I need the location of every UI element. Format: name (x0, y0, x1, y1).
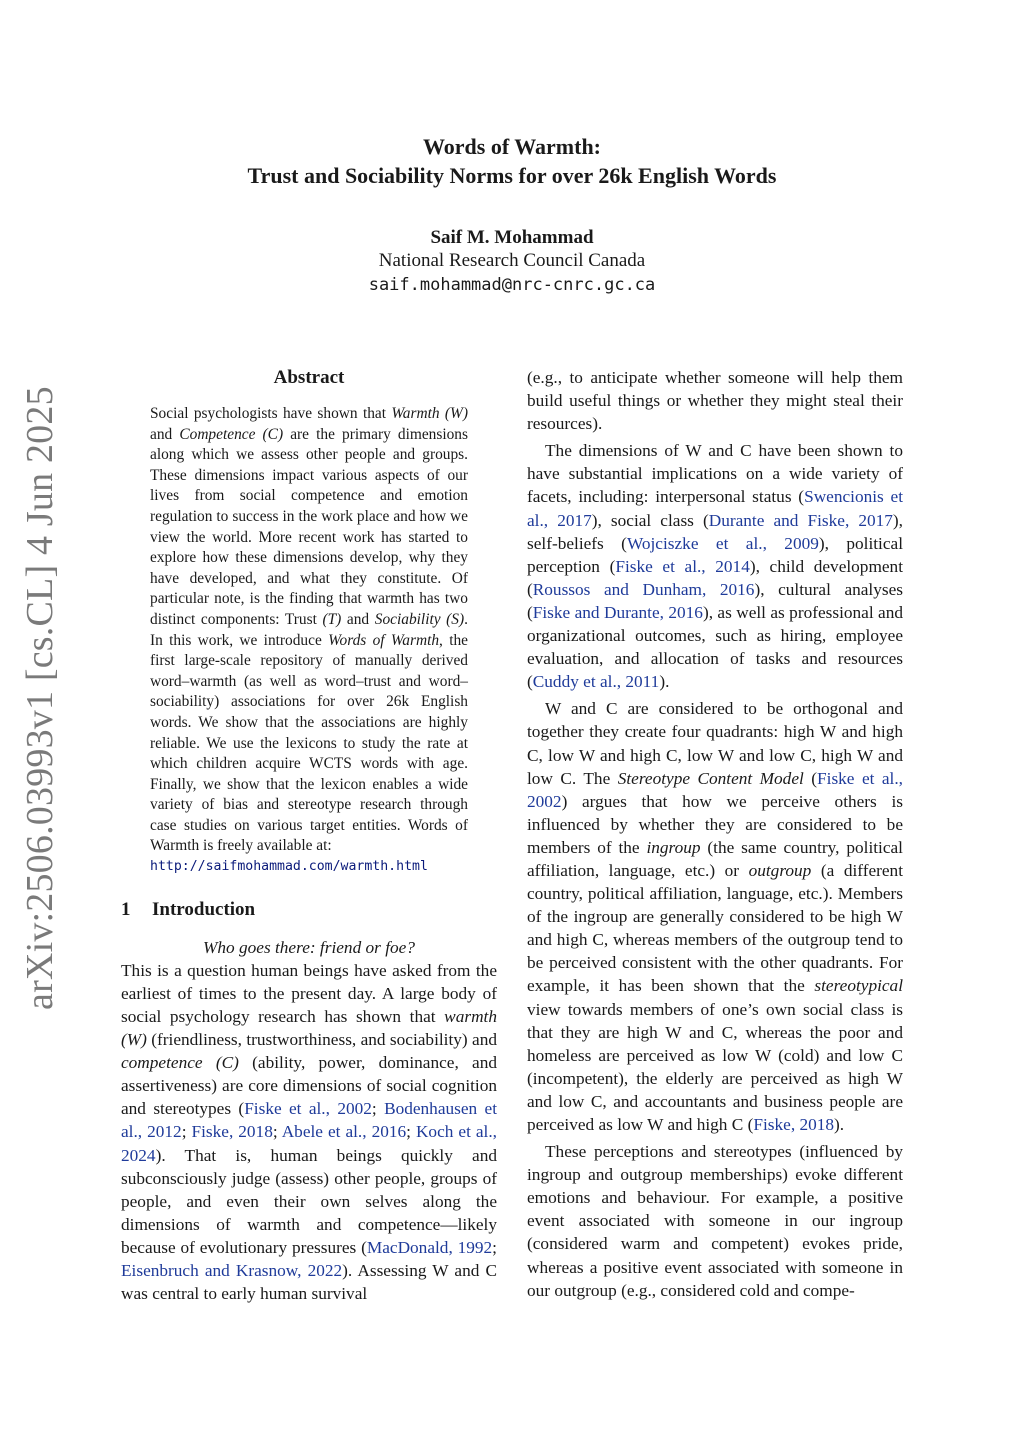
paragraph-text: (the same country, political affiliation, language, etc.) or (527, 837, 903, 880)
term-stereotype-content-model: Stereotype Content Model (617, 768, 804, 788)
paragraph-text: (ability, power, dominance, and assertiveness) are core dimensions of social cognition and stereotypes ( (121, 1053, 497, 1119)
paragraph-text: ), social class ( (591, 510, 709, 530)
abstract-term-words-of-warmth: Words of Warmth (328, 631, 440, 649)
section-title: Introduction (152, 898, 256, 920)
citation-link[interactable]: Fiske, 2018 (753, 1115, 835, 1134)
citation-link[interactable]: Eisenbruch and Krasnow, 2022 (121, 1260, 343, 1280)
abstract-sentence: and (341, 610, 375, 628)
citation-link[interactable]: Wojciszke et al., 2009 (626, 533, 819, 553)
abstract-term-warmth: Warmth (W) (391, 405, 468, 422)
citation-link[interactable]: Fiske et al., 2002 (244, 1099, 372, 1119)
abstract-sentence: are the primary dimensions along which we assess other people and groups. These dimensions impact various aspects of our lives from social competence and emotion regulation to success in the work place and how we view the world. More recent work has started to explore how these dimensions develop, why they have developed, and what they constitute. Of particular note, is the finding that warmth has two distinct components: Trust (150, 425, 468, 628)
citation-separator: ; (371, 1099, 385, 1119)
paragraph-text: This is a question human beings have asked from the earliest of times to the present day. A large body of social psychology research has shown that (121, 960, 497, 1026)
abstract-term-sociability: Sociability (S) (374, 610, 465, 628)
right-paragraph-continued: (e.g., to anticipate whether someone will help them build useful things or whether they might steal their resources). (527, 368, 903, 434)
citation-separator: ; (406, 1122, 416, 1142)
abstract-sentence: Social psychologists have shown that (150, 405, 392, 422)
paper-title-line-2: Trust and Sociability Norms for over 26k English Words (247, 163, 777, 188)
right-paragraph-4: These perceptions and stereotypes (influenced by ingroup and outgroup memberships) evoke different emotions and behaviour. For example, a positive event associated with someone in our ingroup (considered warm and competent) evokes pride, whereas a positive event associated with someone in our outgroup (e.g., considered cold and compe- (527, 1142, 903, 1300)
citation-link[interactable]: Swencionis et al., 2017 (527, 487, 903, 530)
paragraph-text: ), child development ( (527, 556, 904, 599)
arxiv-identifier: arXiv:2506.03993v1 [cs.CL] 4 Jun 2025 (19, 386, 61, 1010)
citation-link[interactable]: Fiske et al., 2002 (527, 768, 903, 811)
author-affiliation: National Research Council Canada (378, 250, 646, 271)
term-ingroup: ingroup (646, 837, 701, 857)
right-column (527, 366, 903, 1302)
citation-link[interactable]: Cuddy et al., 2011 (532, 672, 660, 692)
paragraph-text: ). (834, 1115, 845, 1134)
author-email[interactable]: saif.mohammad@nrc-cnrc.gc.ca (368, 275, 656, 295)
citation-separator: ; (492, 1237, 497, 1257)
abstract-term-competence: Competence (C) (179, 425, 284, 443)
paragraph-text: W and C are considered to be orthogonal and together they create four quadrants: high W and high C, low W and high C, low W and low C, high W and low C. The (527, 699, 903, 788)
paragraph-text: ), cultural analyses ( (527, 579, 903, 622)
term-stereotypical: stereotypical (814, 976, 903, 996)
paragraph-text: ), as well as professional and organizational outcomes, such as hiring, employee evaluation, and allocation of tasks and resources ( (527, 602, 904, 692)
citation-link[interactable]: MacDonald, 1992 (366, 1237, 493, 1257)
paragraph-text: ) argues that how we perceive others is influenced by whether they are considered to be members of the (527, 791, 903, 857)
citation-link[interactable]: Fiske, 2018 (191, 1122, 273, 1142)
abstract-heading: Abstract (273, 367, 345, 388)
abstract-url-link[interactable]: http://saifmohammad.com/warmth.html (150, 859, 428, 875)
paragraph-text: ( (803, 768, 818, 788)
paragraph-text: view towards members of one’s own social class is that they are high W and C, whereas the poor and homeless are perceived as low W (cold) and low C (incompetent), the elderly are perceived as high W and low C, and accountants and business people are perceived as low W and high C ( (527, 999, 903, 1134)
section-number: 1 (121, 898, 131, 920)
paragraph-text: ). (659, 672, 670, 692)
paragraph-text: ). Assessing W and C was central to early human survival (121, 1260, 497, 1304)
paragraph-text: (friendliness, trustworthiness, and sociability) and (146, 1030, 497, 1050)
section-heading-introduction (121, 898, 497, 922)
term-outgroup: outgroup (748, 860, 812, 880)
abstract-term-trust: (T) (322, 610, 342, 628)
citation-link[interactable]: Roussos and Dunham, 2016 (532, 579, 755, 599)
paper-title-line-1: Words of Warmth: (422, 134, 602, 159)
citation-link[interactable]: Bodenhausen et al., 2012 (121, 1099, 498, 1142)
citation-link[interactable]: Koch et al., 2024 (121, 1122, 497, 1165)
left-column (121, 366, 497, 1305)
term-competence: competence (C) (121, 1053, 239, 1073)
abstract-sentence: , the first large-scale repository of manually derived word–warmth (as well as word–trust and word–sociability) associations for over 26k English words. We show that the associations are highly reliable. We use the lexicons to study the rate at which children acquire WCTS words with age. Finally, we show that the lexicon enables a wide variety of bias and stereotype research through case studies on various target entities. Words of Warmth is freely available at: (150, 631, 468, 855)
paragraph-text: ). That is, human beings quickly and subconsciously judge (assess) other people, groups of people, and even their own selves along the dimensions of warmth and competence—likely because of evolutionary pressures ( (121, 1145, 497, 1257)
right-paragraph-2 (527, 439, 903, 693)
citation-separator: ; (181, 1122, 192, 1142)
citation-link[interactable]: Abele et al., 2016 (281, 1122, 407, 1142)
abstract-sentence: . In this work, we introduce (150, 610, 468, 649)
abstract-text (150, 404, 468, 878)
citation-link[interactable]: Fiske et al., 2014 (615, 556, 750, 576)
abstract-sentence: and (150, 425, 180, 443)
citation-separator: ; (272, 1122, 282, 1142)
paragraph-text: The dimensions of W and C have been shown to have substantial implications on a wide variety of facets, including: interpersonal status ( (527, 441, 903, 507)
paragraph-text: (a different country, political affiliation, language, etc.). Members of the ingroup are generally considered to be high W and high C, whereas members of the outgroup tend to be perceived consistent with the other quadrants. For example, it has been shown that the (527, 860, 903, 996)
citation-link[interactable]: Durante and Fiske, 2017 (708, 510, 893, 530)
citation-link[interactable]: Fiske and Durante, 2016 (532, 602, 703, 622)
paragraph-text: ), political perception ( (527, 533, 903, 576)
epigraph: Who goes there: friend or foe? (203, 937, 415, 957)
paragraph-text: ), self-beliefs ( (527, 510, 903, 553)
term-warmth: warmth (W) (121, 1006, 497, 1050)
intro-paragraph-1 (121, 959, 497, 1305)
author-name: Saif M. Mohammad (430, 227, 594, 248)
right-paragraph-3 (527, 697, 903, 1136)
